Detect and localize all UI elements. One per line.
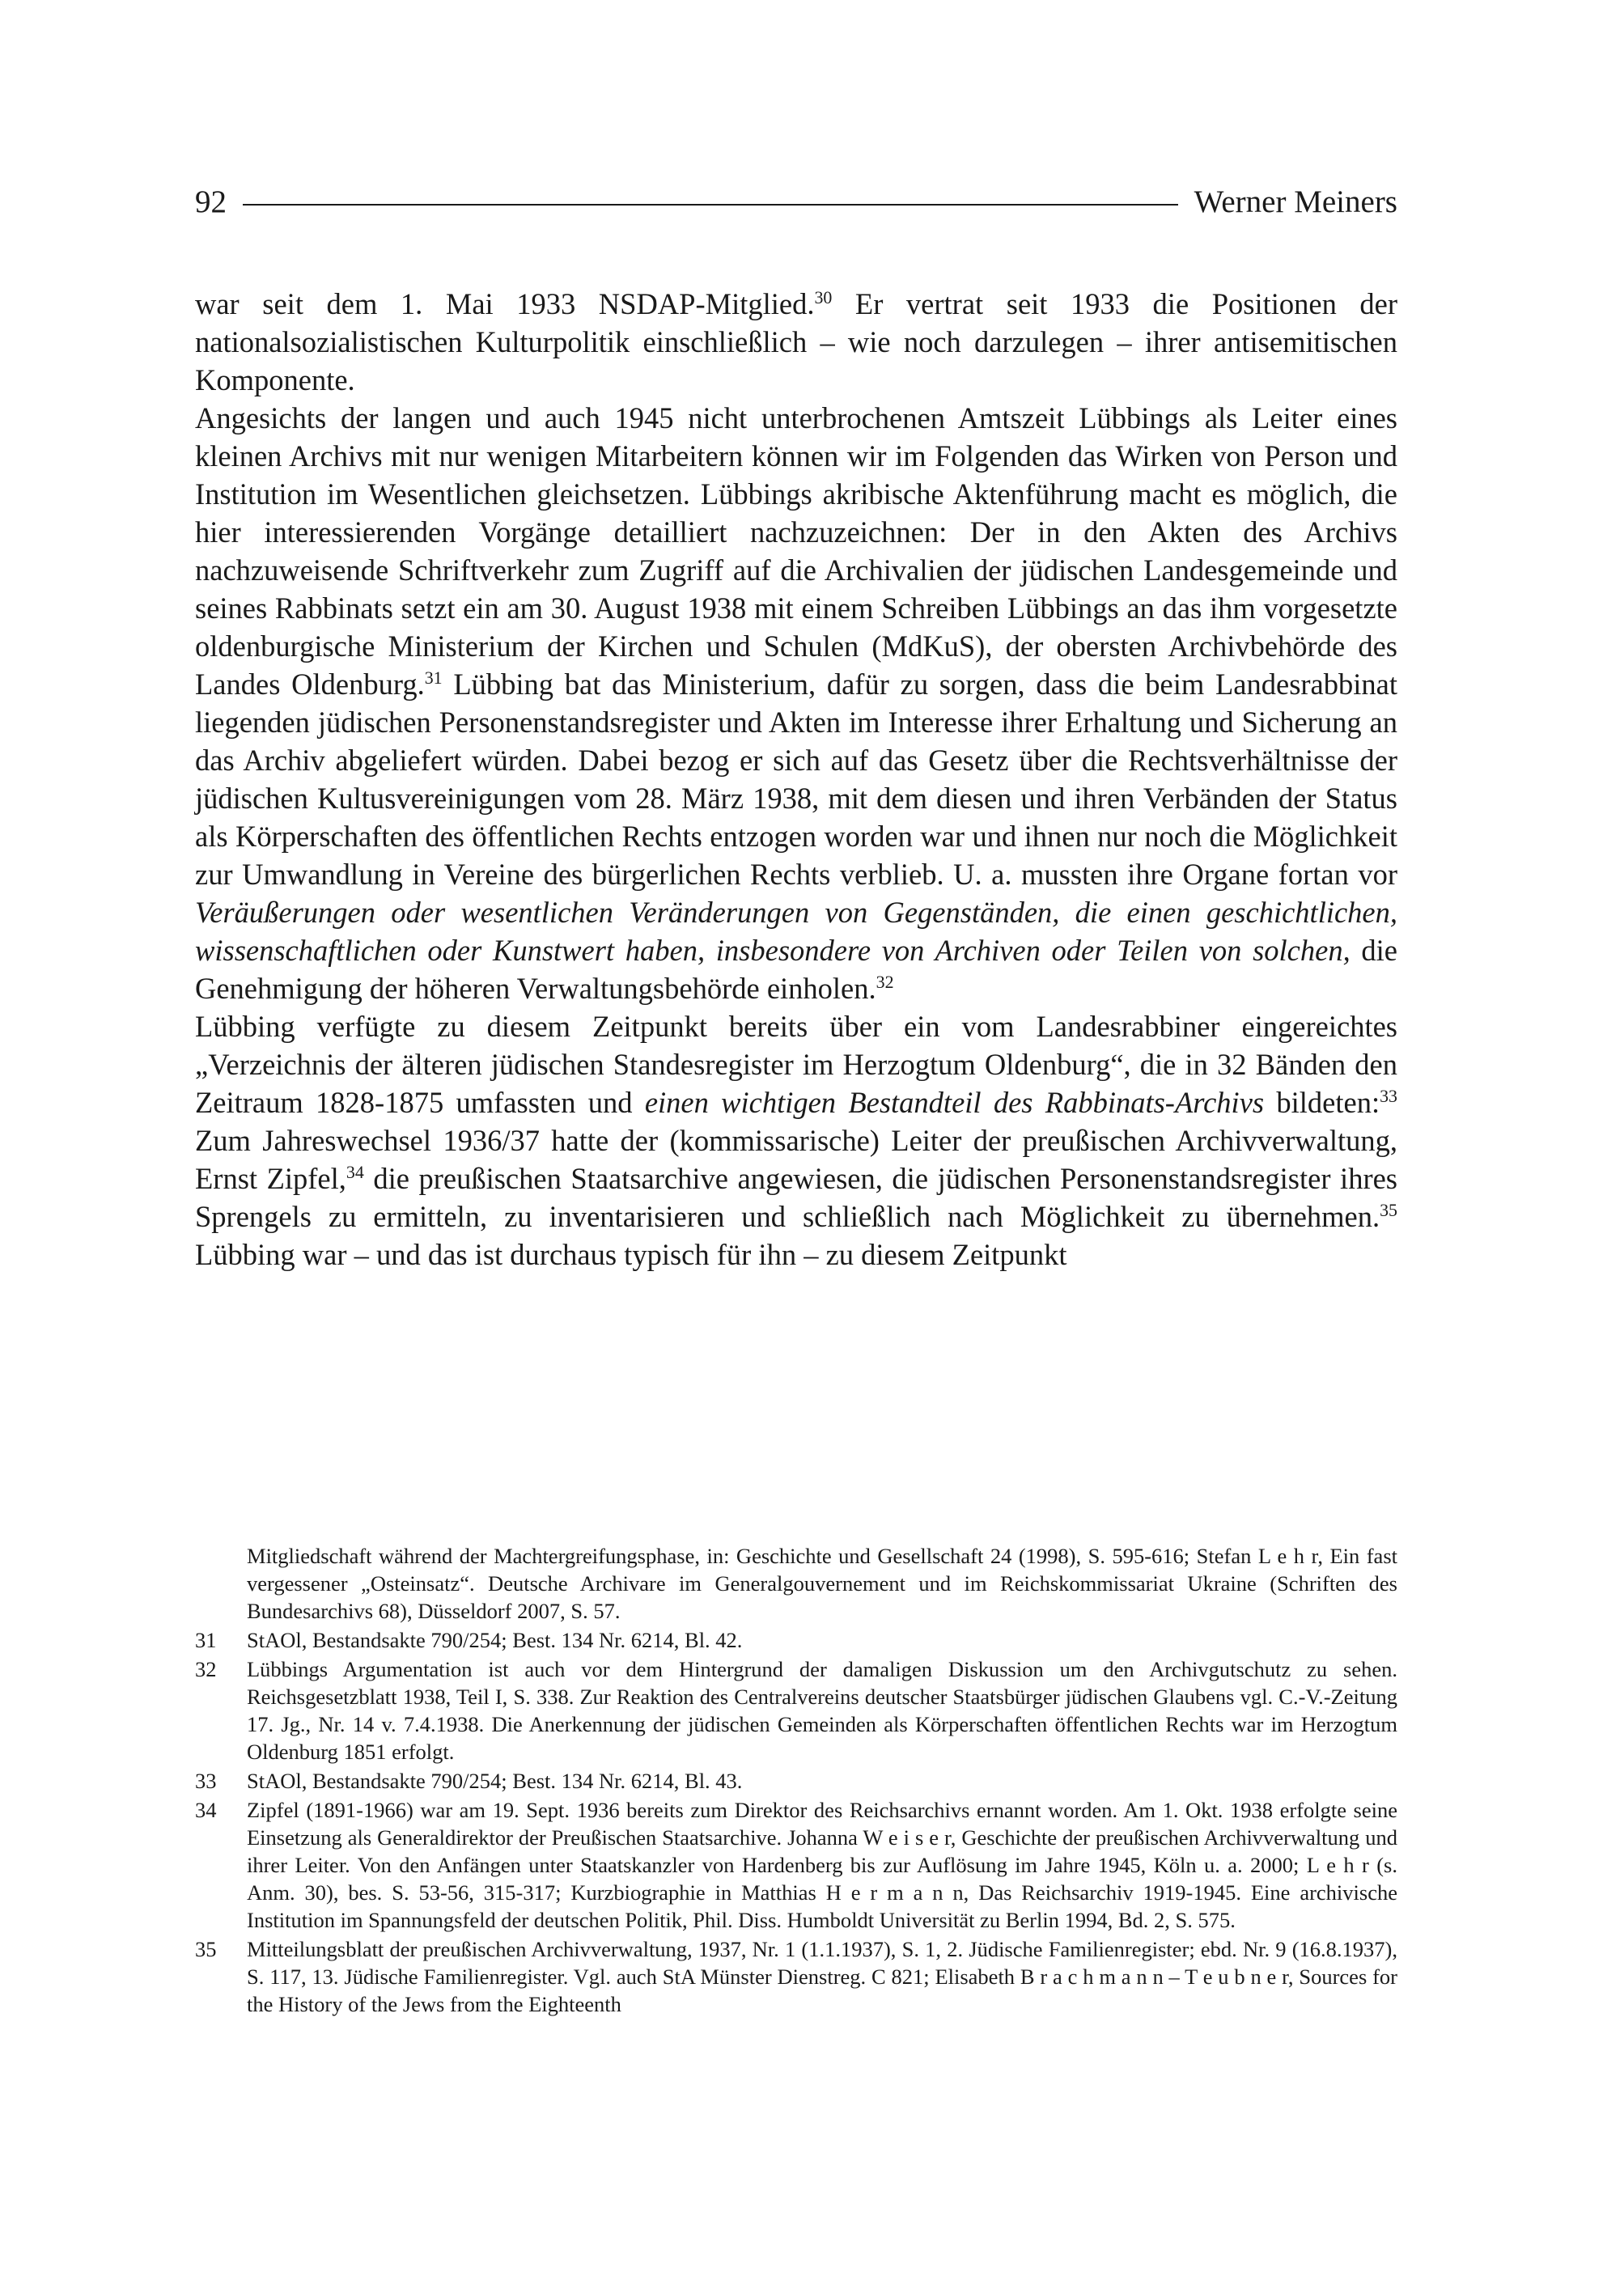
running-header: [195, 184, 1397, 220]
main-text: [195, 285, 1397, 1274]
text-span: Zum Jahreswechsel 1936/37 hatte der (kommissarische) Leiter der preußischen Archivverwaltung, Ernst Zipfel,: [195, 1124, 1397, 1195]
footnote-text: Mitgliedschaft während der Machtergreifungsphase, in: Geschichte und Gesellschaft 24 (1998), S. 595-616; Stefan L e h r, Ein fast vergessener „Osteinsatz“. Deutsche Archivare im Generalgouvernement und im Reichskommissariat Ukraine (Schriften des Bundesarchivs 68), Düsseldorf 2007, S. 57.: [247, 1544, 1397, 1623]
footnote-number: 32: [195, 1657, 217, 1681]
footnote-text: StAOl, Bestandsakte 790/254; Best. 134 Nr. 6214, Bl. 43.: [247, 1769, 743, 1793]
footnote-number: 35: [195, 1937, 217, 1961]
text-span: Lübbing war – und das ist durchaus typisch für ihn – zu diesem Zeitpunkt: [195, 1238, 1067, 1271]
footnote-31: [195, 1626, 1397, 1654]
paragraph-3: [195, 1007, 1397, 1274]
text-span: die preußischen Staatsarchive angewiesen, die jüdischen Personenstandsregister ihres Sprengels zu ermitteln, zu inventarisieren und schließlich nach Möglichkeit zu übernehmen.: [195, 1162, 1397, 1233]
footnote-text: StAOl, Bestandsakte 790/254; Best. 134 Nr. 6214, Bl. 42.: [247, 1628, 743, 1652]
text-span: bildeten:: [1264, 1086, 1380, 1119]
page-number: 92: [195, 184, 227, 219]
text-span: Angesichts der langen und auch 1945 nicht unterbrochenen Amtszeit Lübbings als Leiter eines kleinen Archivs mit nur wenigen Mitarbeitern können wir im Folgenden das Wirken von Person und Institution im Wesentlichen gleichsetzen. Lübbings akribische Aktenführung macht es möglich, die hier interessierenden Vorgänge detailliert nachzuzeichnen: Der in den Akten des Archivs nachzuweisende Schriftverkehr zum Zugriff auf die Archivalien der jüdischen Landesgemeinde und seines Rabbinats setzt ein am 30. August 1938 mit einem Schreiben Lübbings an das ihm vorgesetzte oldenburgische Ministerium der Kirchen und Schulen (MdKuS), der obersten Archivbehörde des Landes Oldenburg.: [195, 401, 1397, 701]
footnote-ref: 30: [814, 286, 833, 307]
footnote-35: [195, 1935, 1397, 2018]
footnote-ref: 34: [346, 1161, 364, 1182]
text-span: die Genehmigung der höheren Verwaltungsbehörde einholen.: [195, 934, 1397, 1005]
footnote-number: 33: [195, 1769, 217, 1793]
footnotes: [195, 1542, 1397, 2018]
footnote-ref: 31: [424, 667, 443, 688]
footnote-ref: 35: [1380, 1199, 1397, 1220]
footnote-text: Lübbings Argumentation ist auch vor dem Hintergrund der damaligen Diskussion um den Archivgutschutz zu sehen. Reichsgesetzblatt 1938, Teil I, S. 338. Zur Reaktion des Centralvereins deutscher Staatsbürger jüdischen Glaubens vgl. C.-V.-Zeitung 17. Jg., Nr. 14 v. 7.4.1938. Die Anerkennung der jüdischen Gemeinden als Körperschaften öffentlichen Rechts war im Herzogtum Oldenburg 1851 erfolgt.: [247, 1657, 1397, 1764]
footnote-number: 34: [195, 1798, 217, 1822]
footnote-34: [195, 1796, 1397, 1934]
text-span: Er vertrat seit 1933 die Positionen der nationalsozialistischen Kulturpolitik einschließlich – wie noch darzulegen – ihrer antisemitischen Komponente.: [195, 287, 1397, 396]
footnote-ref: 33: [1380, 1085, 1397, 1106]
paragraph-1: [195, 285, 1397, 399]
header-rule: [243, 204, 1178, 206]
footnote-number: 31: [195, 1628, 217, 1652]
text-span: Lübbing bat das Ministerium, dafür zu sorgen, dass die beim Landesrabbinat liegenden jüdischen Personenstandsregister und Akten im Interesse ihrer Erhaltung und Sicherung an das Archiv abgeliefert würden. Dabei bezog er sich auf das Gesetz über die Rechtsverhältnisse der jüdischen Kultusvereinigungen vom 28. März 1938, mit dem diesen und ihren Verbänden der Status als Körperschaften des öffentlichen Rechts entzogen worden war und ihnen nur noch die Möglichkeit zur Umwandlung in Vereine des bürgerlichen Rechts verblieb. U. a. mussten ihre Organe fortan vor: [195, 668, 1397, 891]
footnote-ref: 32: [876, 971, 894, 992]
text-span: war seit dem 1. Mai 1933 NSDAP-Mitglied.: [195, 287, 815, 320]
footnote-text: Zipfel (1891-1966) war am 19. Sept. 1936 bereits zum Direktor des Reichsarchivs ernannt worden. Am 1. Okt. 1938 erfolgte seine Einsetzung als Generaldirektor der Preußischen Staatsarchive. Johanna W e i s e r, Geschichte der preußischen Archivverwaltung und ihrer Leiter. Von den Anfängen unter Staatskanzler von Hardenberg bis zur Auflösung im Jahre 1945, Köln u. a. 2000; L e h r (s. Anm. 30), bes. S. 53-56, 315-317; Kurzbiographie in Matthias H e r m a n n, Das Reichsarchiv 1919-1945. Eine archivische Institution im Spannungsfeld der deutschen Politik, Phil. Diss. Humboldt Universität zu Berlin 1994, Bd. 2, S. 575.: [247, 1798, 1397, 1932]
paragraph-2: [195, 399, 1397, 1007]
footnote-32: [195, 1655, 1397, 1765]
running-author: Werner Meiners: [1194, 184, 1397, 219]
text-span: Lübbing verfügte zu diesem Zeitpunkt bereits über ein vom Landesrabbiner eingereichtes „Verzeichnis der älteren jüdischen Standesregister im Herzogtum Oldenburg“, die in 32 Bänden den Zeitraum 1828-1875 umfassten und: [195, 1010, 1397, 1119]
footnote-30-continued: [195, 1542, 1397, 1625]
footnote-text: Mitteilungsblatt der preußischen Archivverwaltung, 1937, Nr. 1 (1.1.1937), S. 1, 2. Jüdische Familienregister; ebd. Nr. 9 (16.8.1937), S. 117, 13. Jüdische Familienregister. Vgl. auch StA Münster Dienstreg. C 821; Elisabeth B r a c h m a n n – T e u b n e r, Sources for the History of the Jews from the Eighteenth: [247, 1937, 1397, 2016]
footnote-33: [195, 1767, 1397, 1795]
quoted-italic: Veräußerungen oder wesentlichen Veränderungen von Gegenständen, die einen geschichtlichen, wissenschaftlichen oder Kunstwert haben, insbesondere von Archiven oder Teilen von solchen,: [195, 896, 1397, 967]
quoted-italic: einen wichtigen Bestandteil des Rabbinats-Archivs: [644, 1086, 1265, 1119]
